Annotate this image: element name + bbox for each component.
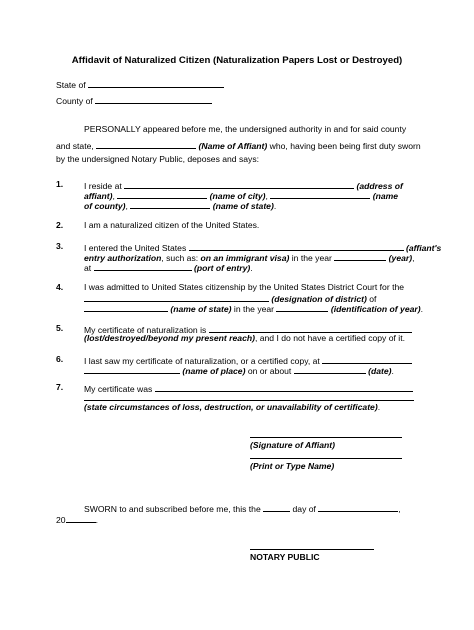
item-text: My certificate was [84,384,153,394]
notary-public-label: NOTARY PUBLIC [250,552,320,562]
punctuation: , [398,504,401,514]
item-number: 4. [56,282,64,292]
punctuation: . [95,515,98,525]
item-text: in the year [291,253,332,263]
item-text: , such as: [161,253,199,263]
punctuation: . [273,201,277,211]
item-text: I entered the United States [84,243,187,253]
field-label: (year) [388,253,413,263]
intro-text: and state, [56,141,94,151]
punctuation: , [412,253,415,263]
item-text: My certificate of naturalization is [84,325,207,335]
county-field[interactable] [270,190,370,199]
field-label: on an immigrant visa) [200,253,290,263]
item-text: of [369,294,377,304]
sworn-month-field[interactable] [318,503,401,514]
entry-year-field[interactable] [334,252,386,261]
intro-line-1: PERSONALLY appeared before me, the undersigned authority in and for said county [84,124,407,134]
item-6-line-1 [84,355,412,366]
item-7-line-1 [84,383,413,394]
item-5-line-2 [84,334,405,343]
sworn-text: SWORN to and subscribed before me, this the [84,504,261,514]
port-of-entry-field[interactable] [94,262,192,271]
item-text: I reside at [84,181,122,191]
field-label: (state circumstances of loss, destruction, or unavailability of certificate) [84,402,378,412]
admission-year-field[interactable] [276,303,328,312]
field-label: entry authorization [84,253,162,263]
circumstances-field-1[interactable] [155,383,413,392]
punctuation: . [250,263,253,273]
state-field[interactable] [130,200,210,209]
intro-text: who, having been being first duty sworn [269,141,421,151]
item-number: 3. [56,241,64,251]
city-field[interactable] [117,190,207,199]
item-text: on or about [247,366,292,376]
date-field[interactable] [294,365,366,374]
item-text: I last saw my certificate of naturalization, or a certified copy, at [84,356,320,366]
print-name-line[interactable] [250,458,402,459]
state-of-label: State of [56,80,86,90]
field-label: (date) [368,366,392,376]
item-4-line-1: I was admitted to United States citizenship by the United States District Court for the [84,282,405,292]
item-number: 2. [56,220,64,230]
item-number: 5. [56,323,64,333]
item-4-line-2 [84,293,376,304]
signature-line[interactable] [250,437,402,438]
notary-signature-line[interactable] [250,549,374,550]
sworn-line-1 [84,503,401,514]
item-4-line-3 [84,303,423,314]
field-label: (lost/destroyed/beyond my present reach) [84,333,255,343]
county-of-line [56,95,212,106]
circumstances-field-2[interactable] [84,400,414,401]
field-label: (port of entry) [193,263,251,273]
item-text: at [84,263,92,273]
item-2-text: I am a naturalized citizen of the United States. [84,220,260,230]
affiant-name-field[interactable] [96,140,196,149]
item-1-line-3 [84,200,276,211]
punctuation: . [420,304,423,314]
field-label: (identification of year) [330,304,421,314]
field-label: (designation of district) [271,294,367,304]
punctuation: . [391,366,394,376]
item-1-line-1 [84,180,403,191]
item-number: 7. [56,382,64,392]
field-label: (name of place) [182,366,246,376]
punctuation: , [265,191,268,201]
field-label: (name of city) [209,191,266,201]
sworn-year-field[interactable] [66,514,96,523]
item-3-line-2 [84,252,414,263]
item-text: , and I do not have a certified copy of it. [254,333,405,343]
address-field[interactable] [124,180,354,189]
item-7-line-3 [84,403,380,412]
place-field[interactable] [84,365,180,374]
state-of-field[interactable] [88,79,224,88]
sworn-line-2 [56,514,98,525]
intro-line-2 [56,140,421,151]
intro-line-3: by the undersigned Notary Public, deposes and says: [56,154,260,164]
entry-authorization-field[interactable] [189,242,404,251]
item-1-line-2 [84,190,398,201]
field-label: (name [372,191,399,201]
punctuation: , [125,201,128,211]
county-of-label: County of [56,96,93,106]
field-label: (affiant's [406,243,442,253]
field-label: (address of [356,181,403,191]
last-seen-place-field[interactable] [322,355,412,364]
document-title: Affidavit of Naturalized Citizen (Naturalization Papers Lost or Destroyed) [71,55,403,66]
field-label: of county) [84,201,126,211]
item-3-line-1 [84,242,441,253]
year-prefix: 20 [56,515,66,525]
admission-state-field[interactable] [84,303,168,312]
field-label: affiant) [84,191,113,201]
certificate-status-field[interactable] [209,324,412,333]
field-label: (name of state) [170,304,232,314]
item-number: 1. [56,179,64,189]
sworn-day-field[interactable] [263,503,290,512]
field-label: (name of state) [212,201,274,211]
item-6-line-2 [84,365,394,376]
name-of-affiant-label: (Name of Affiant) [198,141,268,151]
state-of-line [56,79,224,90]
punctuation: . [377,402,381,412]
print-name-label: (Print or Type Name) [250,461,335,471]
sworn-text: day of [292,504,316,514]
signature-of-affiant-label: (Signature of Affiant) [250,440,335,450]
punctuation: , [112,191,115,201]
item-3-line-3 [84,262,253,273]
county-of-field[interactable] [95,95,212,104]
item-number: 6. [56,354,64,364]
item-text: in the year [233,304,275,314]
district-field[interactable] [84,293,269,302]
